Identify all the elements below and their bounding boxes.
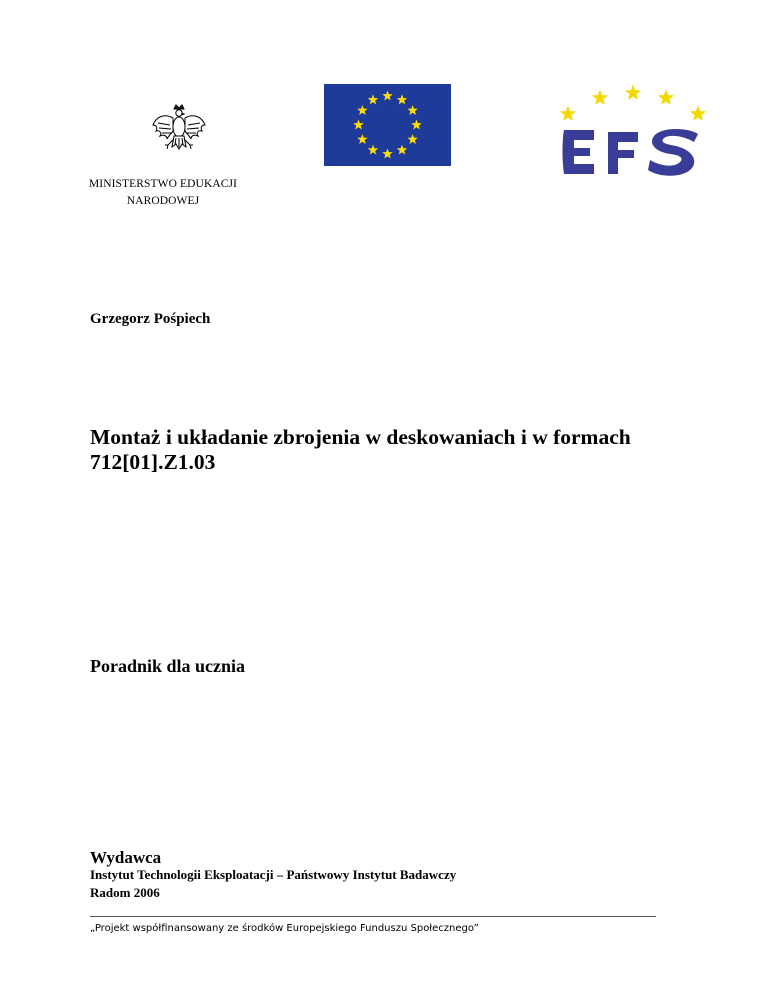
ministry-name (78, 176, 248, 210)
title-line-2: 712[01].Z1.03 (90, 450, 216, 474)
publisher-place-year: Radom 2006 (90, 885, 160, 900)
efs-logo (552, 82, 714, 182)
ministry-line-1: MINISTERSTWO EDUKACJI (88, 178, 238, 190)
title-line-1: Montaż i układanie zbrojenia w deskowaniach i w formach (90, 425, 631, 449)
efs-star-icon (690, 106, 706, 121)
polish-eagle-emblem-icon (150, 103, 208, 159)
funding-note: „Projekt współfinansowany ze środków Europejskiego Funduszu Społecznego” (90, 923, 479, 934)
efs-star-icon (658, 90, 674, 105)
author-name: Grzegorz Pośpiech (90, 311, 211, 327)
eu-flag-icon (324, 84, 451, 166)
efs-star-icon (592, 90, 608, 105)
efs-logo-stars (560, 85, 706, 121)
ministry-line-2: NARODOWEJ (126, 195, 200, 207)
document-title (90, 425, 730, 475)
efs-star-icon (625, 85, 641, 100)
publisher-name: Instytut Technologii Eksploatacji – Państwowy Instytut Badawczy (90, 867, 457, 882)
publisher-label: Wydawca (90, 848, 162, 867)
efs-star-icon (560, 106, 576, 121)
document-subtitle: Poradnik dla ucznia (90, 656, 246, 676)
footer-divider (90, 916, 656, 917)
